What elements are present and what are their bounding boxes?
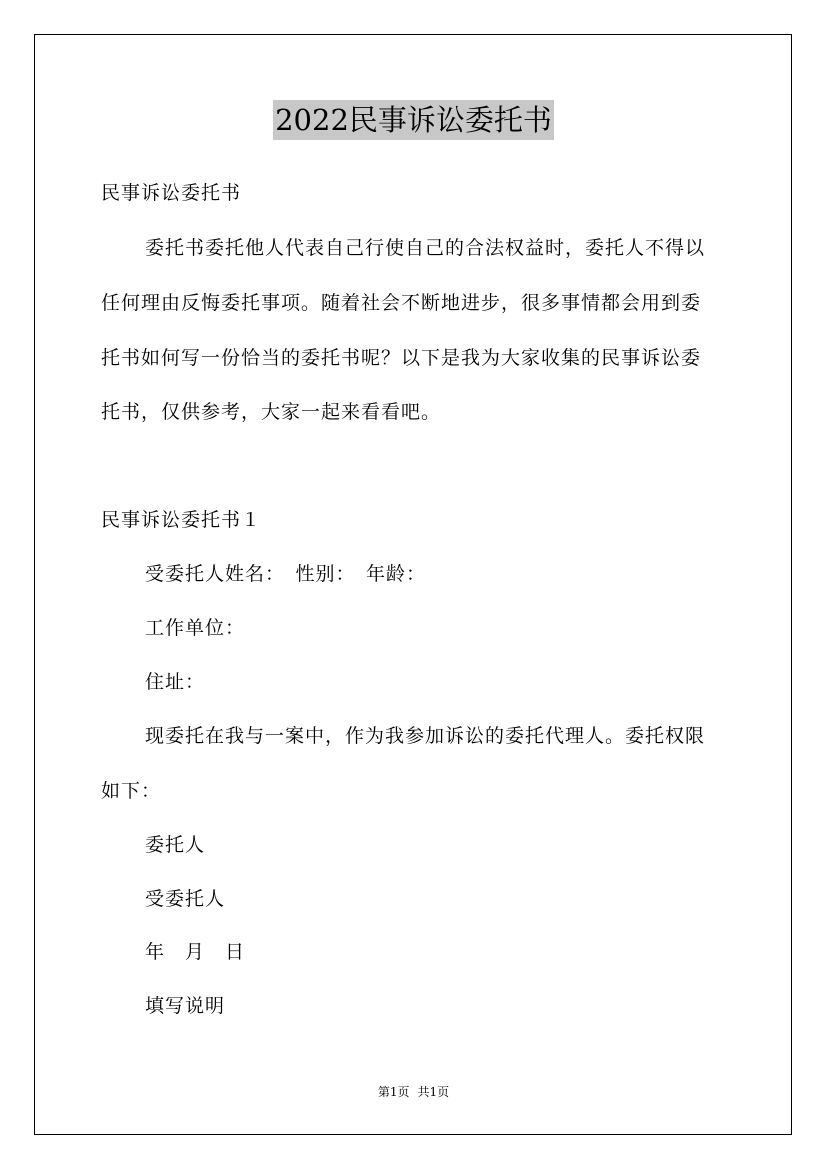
title-container	[0, 100, 827, 140]
date-label: 年 月 日	[145, 941, 246, 963]
authorization-line-1: 现委托在我与一案中，作为我参加诉讼的委托代理人。委托权限	[145, 725, 706, 747]
authorization-line-2: 如下：	[101, 780, 162, 802]
trustee-field: 受委托人姓名： 性别： 年龄：	[145, 563, 427, 585]
section-title: 民事诉讼委托书１	[101, 509, 262, 531]
document-heading: 民事诉讼委托书	[101, 182, 242, 204]
page-number-total: 共1页	[417, 1085, 450, 1099]
intro-line-3: 托书如何写一份恰当的委托书呢？以下是我为大家收集的民事诉讼委	[101, 347, 702, 369]
address-field: 住址：	[145, 671, 206, 693]
intro-line-2: 任何理由反悔委托事项。随着社会不断地进步，很多事情都会用到委	[101, 292, 702, 314]
instructions-heading: 填写说明	[145, 995, 226, 1017]
principal-signature-label: 委托人	[145, 834, 206, 856]
agent-signature-label: 受委托人	[145, 888, 226, 910]
intro-line-1: 委托书委托他人代表自己行使自己的合法权益时，委托人不得以	[145, 237, 706, 259]
document-title: 2022民事诉讼委托书	[273, 100, 554, 140]
page-footer	[0, 1084, 827, 1100]
page-number-current: 第1页	[377, 1085, 410, 1099]
intro-line-4: 托书，仅供参考，大家一起来看看吧。	[101, 401, 442, 423]
work-unit-field: 工作单位：	[145, 617, 246, 639]
